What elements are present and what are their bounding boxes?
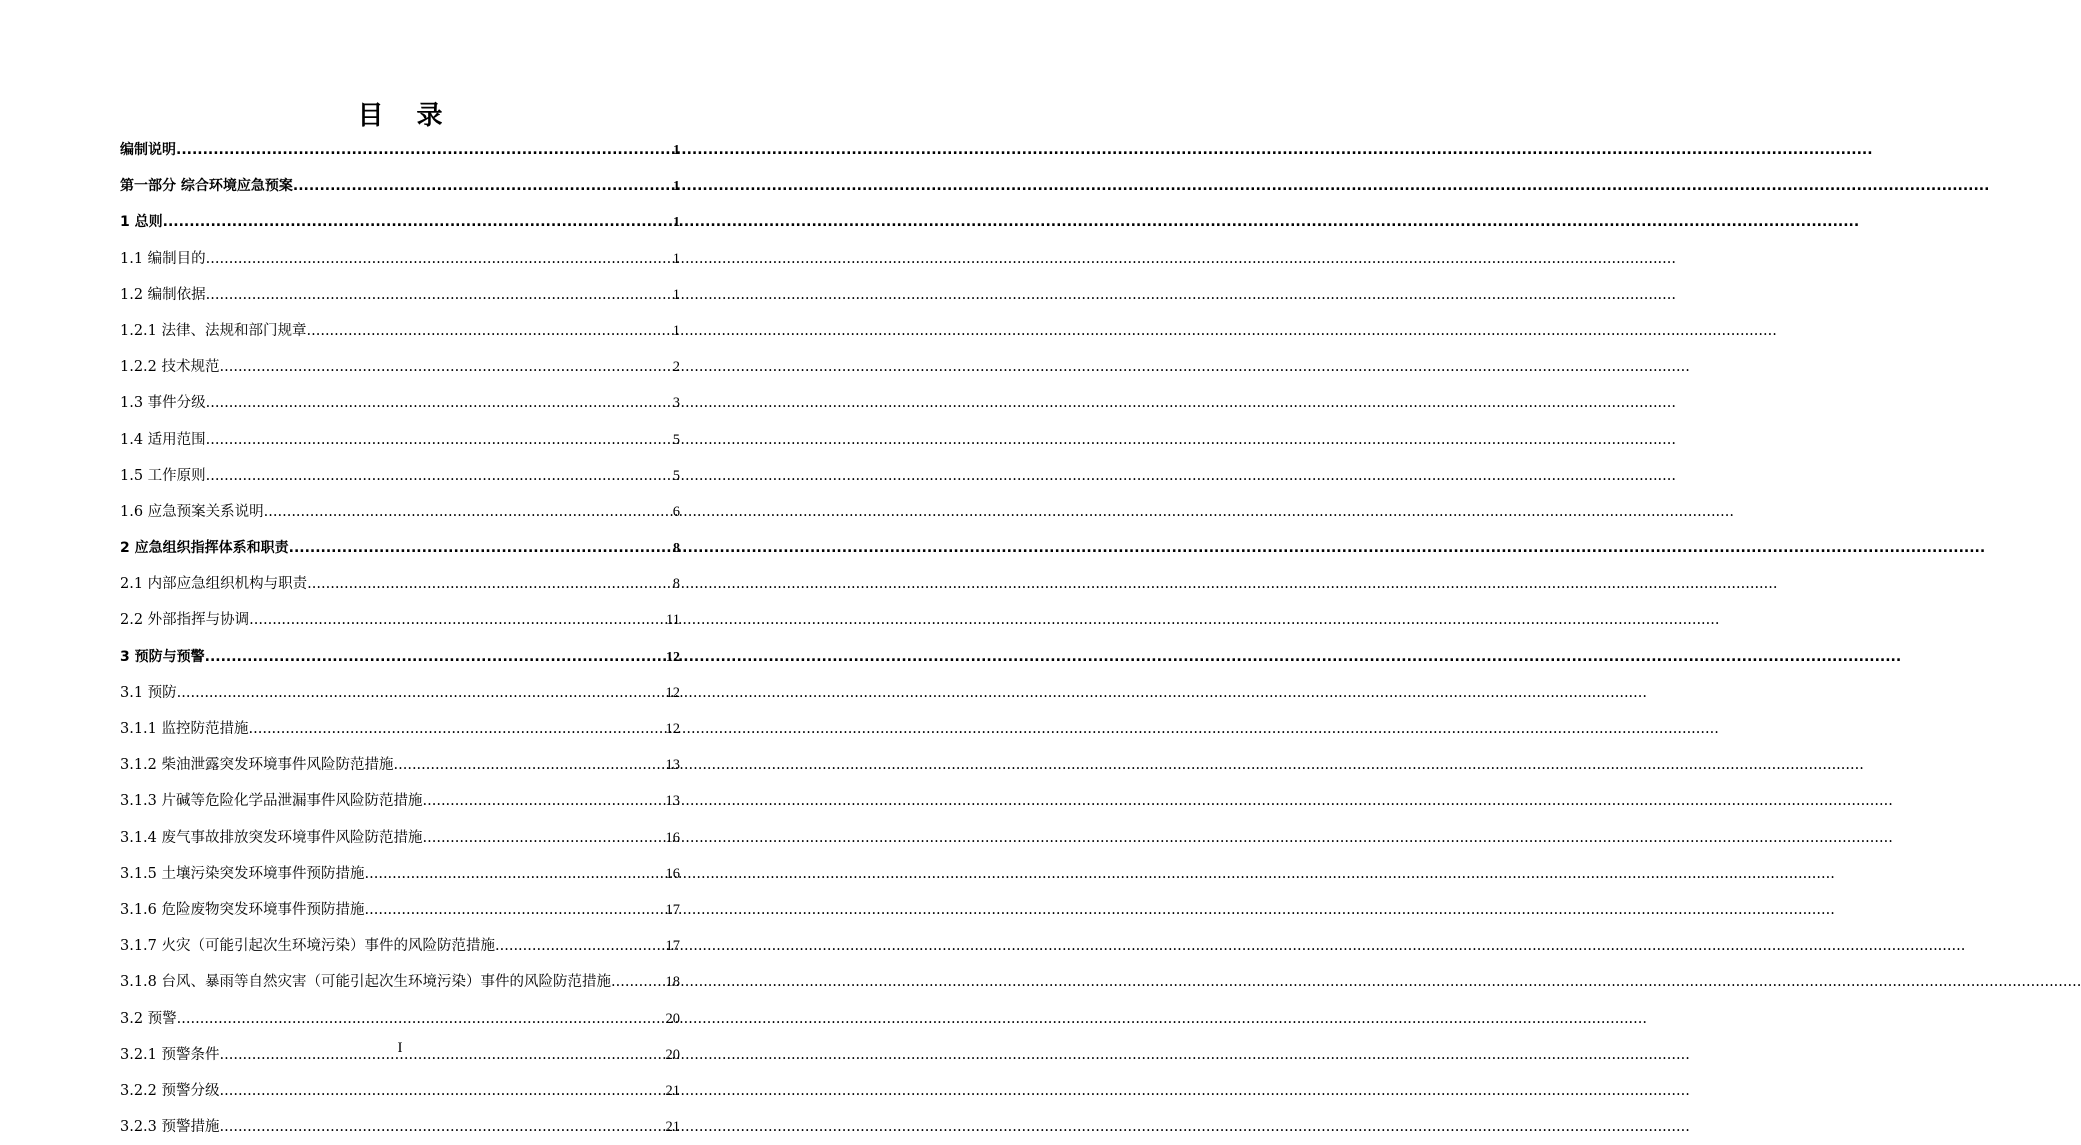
toc-dot-leader bbox=[206, 385, 671, 421]
toc-entry-label: 3.1.1 监控防范措施 bbox=[120, 721, 249, 737]
toc-dot-leader bbox=[365, 856, 664, 892]
toc-entry[interactable] bbox=[120, 928, 680, 964]
toc-entry-label: 1.4 适用范围 bbox=[120, 431, 206, 448]
toc-entry-page: 2 bbox=[672, 359, 680, 376]
toc-entry-label: 3.1.6 危险废物突发环境事件预防措施 bbox=[120, 901, 365, 918]
toc-entry-page: 16 bbox=[665, 865, 680, 882]
toc-dot-leader bbox=[307, 313, 671, 349]
page-number: I bbox=[397, 1040, 403, 1056]
toc-entry-page: 5 bbox=[672, 431, 680, 448]
toc-entry[interactable] bbox=[120, 892, 680, 928]
toc-dot-leader bbox=[365, 892, 664, 928]
toc-entry[interactable] bbox=[120, 313, 680, 349]
toc-entry[interactable] bbox=[120, 132, 680, 168]
toc-entry[interactable] bbox=[120, 783, 680, 819]
toc-dot-leader bbox=[495, 928, 663, 964]
toc-entry-label: 1.1 编制目的 bbox=[120, 250, 206, 267]
toc-dot-leader bbox=[289, 530, 671, 566]
toc-dot-leader bbox=[293, 168, 671, 204]
toc-entry-page: 20 bbox=[665, 1046, 680, 1063]
toc-entry-label: 3.2 预警 bbox=[120, 1010, 177, 1027]
toc-entry-page: 13 bbox=[665, 757, 680, 774]
toc-dot-leader bbox=[206, 277, 671, 313]
toc-entry-label: 1 总则 bbox=[120, 214, 163, 231]
toc-dot-leader bbox=[206, 241, 671, 277]
toc-entry-label: 1.2.2 技术规范 bbox=[120, 359, 220, 376]
toc-entry-label: 编制说明 bbox=[120, 142, 176, 158]
toc-entry-label: 3.1.4 废气事故排放突发环境事件风险防范措施 bbox=[120, 829, 423, 846]
toc-dot-leader bbox=[220, 1073, 664, 1109]
toc-dot-leader bbox=[249, 602, 664, 638]
toc-entry[interactable] bbox=[120, 530, 680, 566]
toc-entry[interactable] bbox=[120, 639, 680, 675]
toc-entry[interactable] bbox=[120, 1001, 680, 1037]
toc-entry[interactable] bbox=[120, 385, 680, 421]
toc-entry[interactable] bbox=[120, 241, 680, 277]
toc-entry-page: 16 bbox=[665, 829, 680, 846]
toc-entry-label: 1.2 编制依据 bbox=[120, 286, 206, 303]
toc-entry-page: 1 bbox=[673, 215, 680, 231]
toc-entry-label: 3.1.7 火灾（可能引起次生环境污染）事件的风险防范措施 bbox=[120, 938, 496, 955]
toc-entry-label: 第一部分 综合环境应急预案 bbox=[120, 178, 293, 195]
toc-entry-page: 21 bbox=[665, 1119, 680, 1136]
toc-entry-label: 1.5 工作原则 bbox=[120, 467, 206, 484]
toc-entry[interactable] bbox=[120, 1073, 680, 1109]
toc-dot-leader bbox=[177, 675, 664, 711]
toc-entry[interactable] bbox=[120, 494, 680, 530]
toc-entry[interactable] bbox=[120, 602, 680, 638]
toc-entry-page: 12 bbox=[666, 649, 680, 665]
toc-dot-leader bbox=[307, 566, 671, 602]
toc-entry[interactable] bbox=[120, 349, 680, 385]
toc-dot-leader bbox=[176, 132, 671, 168]
toc-dot-leader bbox=[423, 820, 664, 856]
toc-dot-leader bbox=[220, 1109, 664, 1145]
toc-entry-label: 3.1.2 柴油泄露突发环境事件风险防范措施 bbox=[120, 757, 394, 774]
toc-entry-page: 12 bbox=[665, 684, 680, 701]
toc-entry-label: 1.3 事件分级 bbox=[120, 395, 206, 412]
toc-entry-page: 3 bbox=[672, 395, 680, 412]
toc-entry-label: 3.2.3 预警措施 bbox=[120, 1119, 220, 1136]
toc-entry-label: 3.1 预防 bbox=[120, 684, 177, 701]
toc-entry[interactable] bbox=[120, 964, 680, 1000]
toc-dot-leader bbox=[249, 711, 664, 747]
toc-entry[interactable] bbox=[120, 458, 680, 494]
toc-entry-label: 3.2.2 预警分级 bbox=[120, 1082, 220, 1099]
toc-entry-page: 5 bbox=[672, 467, 680, 484]
toc-entry-page: 11 bbox=[666, 612, 680, 629]
toc-entry[interactable] bbox=[120, 168, 680, 204]
toc-entry[interactable] bbox=[120, 422, 680, 458]
toc-dot-leader bbox=[264, 494, 671, 530]
toc-entry[interactable] bbox=[120, 856, 680, 892]
toc-entry-page: 1 bbox=[673, 179, 680, 195]
toc-dot-leader bbox=[206, 422, 671, 458]
toc-entry-label: 3.1.3 片碱等危险化学品泄漏事件风险防范措施 bbox=[120, 793, 423, 810]
toc-entry-label: 3.1.8 台风、暴雨等自然灾害（可能引起次生环境污染）事件的风险防范措施 bbox=[120, 974, 612, 991]
toc-dot-leader bbox=[205, 639, 664, 675]
table-of-contents bbox=[120, 132, 680, 1145]
toc-entry-label: 1.2.1 法律、法规和部门规章 bbox=[120, 322, 307, 339]
toc-entry-label: 2.2 外部指挥与协调 bbox=[120, 612, 250, 629]
toc-entry-page: 8 bbox=[672, 576, 680, 593]
toc-entry-page: 12 bbox=[665, 721, 680, 737]
toc-entry[interactable] bbox=[120, 747, 680, 783]
toc-entry-label: 1.6 应急预案关系说明 bbox=[120, 503, 264, 520]
toc-entry[interactable] bbox=[120, 1109, 680, 1145]
toc-entry-page: 1 bbox=[672, 250, 680, 267]
toc-entry-label: 3.2.1 预警条件 bbox=[120, 1046, 220, 1063]
toc-dot-leader bbox=[423, 783, 664, 819]
toc-entry-label: 3 预防与预警 bbox=[120, 648, 205, 665]
toc-entry-page: 1 bbox=[672, 286, 680, 303]
toc-entry[interactable] bbox=[120, 711, 680, 747]
toc-entry[interactable] bbox=[120, 820, 680, 856]
toc-dot-leader bbox=[220, 349, 671, 385]
toc-entry-page: 20 bbox=[665, 1010, 680, 1027]
toc-entry-page: 21 bbox=[665, 1082, 680, 1099]
toc-entry-page: 17 bbox=[665, 901, 680, 918]
toc-dot-leader bbox=[394, 747, 664, 783]
toc-dot-leader bbox=[206, 458, 671, 494]
toc-entry-page: 8 bbox=[673, 541, 680, 557]
toc-dot-leader bbox=[177, 1001, 664, 1037]
toc-entry-page: 6 bbox=[672, 503, 680, 520]
page-title: 目 录 bbox=[357, 101, 455, 131]
toc-dot-leader bbox=[611, 964, 663, 1000]
toc-entry[interactable] bbox=[120, 204, 680, 240]
toc-dot-leader bbox=[163, 204, 671, 240]
toc-entry-label: 3.1.5 土壤污染突发环境事件预防措施 bbox=[120, 865, 365, 882]
toc-entry-page: 18 bbox=[665, 974, 680, 991]
toc-entry-page: 1 bbox=[673, 143, 680, 158]
toc-entry-page: 1 bbox=[672, 322, 680, 339]
toc-entry-label: 2 应急组织指挥体系和职责 bbox=[120, 540, 289, 557]
toc-entry-page: 13 bbox=[665, 793, 680, 810]
toc-entry[interactable] bbox=[120, 675, 680, 711]
toc-entry-page: 17 bbox=[665, 938, 680, 955]
toc-entry[interactable] bbox=[120, 277, 680, 313]
toc-entry[interactable] bbox=[120, 566, 680, 602]
toc-entry-label: 2.1 内部应急组织机构与职责 bbox=[120, 576, 308, 593]
